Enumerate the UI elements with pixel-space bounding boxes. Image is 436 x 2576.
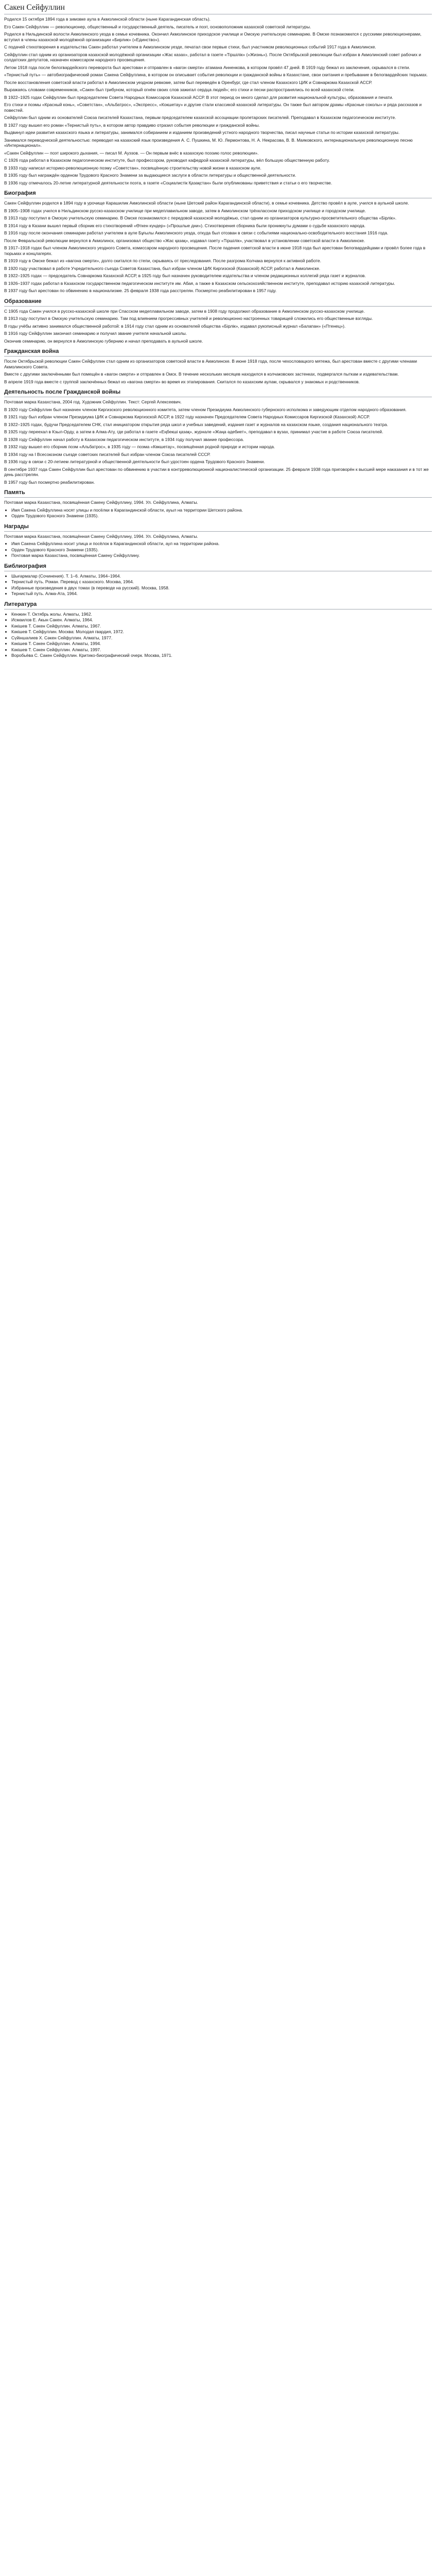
section-heading: Литература xyxy=(4,601,432,609)
section-paragraph: В 1916 году Сейфуллин закончил семинарию и получил звание учителя начальной школы. xyxy=(4,331,187,336)
list-item: • Почтовая марка Казахстана, посвящённая Сакену Сейфуллину. xyxy=(11,553,432,558)
intro-paragraph: С 1926 года работал в Казахском педагогическом институте, был профессором, руководил кафедрой казахской литературы, вёл большую общественную работу. xyxy=(4,158,330,163)
intro-paragraph: После восстановления советской власти работал в Акмолинском уездном ревкоме, затем был переведён в Оренбург, где стал членом Казахского ЦИК и Совнаркома Казахской АССР. xyxy=(4,79,372,85)
intro-paragraph: Родился в Нильдинской волости Акмолинского уезда в семье кочевника. Окончил Акмолинское приходское училище и Омскую учительскую семинарию. В Омске познакомился с русскими революционерами, вступил в члены казахской молодёжной организации «Бирлик» («Единство»). xyxy=(4,31,422,42)
intro-paragraph: В 1922–1925 годах Сейфуллин был председателем Совета Народных Комиссаров Казахской АССР. В этот период он много сделал для развития национальной культуры, образования и печати. xyxy=(4,94,393,100)
section-heading: Награды xyxy=(4,523,432,532)
section-heading: Биография xyxy=(4,190,432,198)
intro-paragraph: Сейфуллин был одним из основателей Союза писателей Казахстана, первым председателем казахской ассоциации пролетарских писателей. Преподавал в Казахском педагогическом институте. xyxy=(4,115,396,120)
list-item: • Кенжин Т. Октябрь жолы. Алматы, 1962. xyxy=(11,612,432,617)
intro-paragraph: «Сакен Сейфуллин — поэт широкого дыхания, — писал М. Ауэзов. — Он первым внёс в казахскую поэзию голос революции». xyxy=(4,150,259,156)
list-item: • Шығармалар (Сочинения). Т. 1–6. Алматы, 1964–1964. xyxy=(11,573,432,579)
article-intro xyxy=(4,16,432,185)
section-list xyxy=(4,573,432,597)
section-paragraph: В 1934 году на I Всесоюзном съезде советских писателей был избран членом Союза писателей СССР. xyxy=(4,451,211,457)
list-item: • Кәкішев Т. Сәкен Сейфуллин. Алматы, 1994. xyxy=(11,641,432,647)
section xyxy=(4,601,432,658)
section-paragraph: После Октябрьской революции Сакен Сейфуллин стал одним из организаторов советской власти в Акмолинске. В июне 1918 года, после чехословацкого мятежа, был арестован вместе с другими членами Акмолинского Совета. xyxy=(4,359,417,369)
section-paragraph: В 1921 году был избран членом Президиума ЦИК и Совнаркома Киргизской АССР, в 1922 году назначен Председателем Совета Народных Комиссаров Киргизской (Казахской) АССР. xyxy=(4,414,370,419)
list-item: • Избранные произведения в двух томах (в переводе на русский). Москва, 1958. xyxy=(11,585,432,591)
intro-paragraph: Его стихи и поэмы «Красный конь», «Советстан», «Альбатрос», «Экспресс», «Кокшетау» и другие стали классикой казахской литературы. Он также был автором драмы «Красные соколы» и ряда рассказов и повестей. xyxy=(4,102,422,113)
section-paragraph: В 1914 году в Казани вышел первый сборник его стихотворений «Өткен күндер» («Прошлые дни»). Стихотворения сборника были проникнуты думами о судьбе казахского народа. xyxy=(4,223,365,228)
list-item: • Тернистый путь. Алма-Ата, 1964. xyxy=(11,591,432,597)
section-heading: Память xyxy=(4,489,432,498)
section xyxy=(4,348,432,384)
section xyxy=(4,190,432,294)
section-paragraph: В апреле 1919 года вместе с группой заключённых бежал из «вагона смерти» во время их этапирования. Скитался по казахским аулам, скрывался у знакомых и родственников. xyxy=(4,379,360,384)
intro-paragraph: В 1936 году отмечалось 20-летие литературной деятельности поэта, в газете «Социалистік Қазақстан» были опубликованы приветствия и статьи о его творчестве. xyxy=(4,180,333,185)
page-title: Сакен Сейфуллин xyxy=(4,3,432,14)
intro-paragraph: Его Сакен Сейфуллин — революционер, общественный и государственный деятель, писатель и поэт, основоположник казахской советской литературы. xyxy=(4,24,311,29)
section-paragraph: В 1922–1925 годах, будучи Председателем СНК, стал инициатором открытия ряда школ и учебных заведений, издания газет и журналов на казахском языке, создания национального театра. xyxy=(4,421,388,427)
section-paragraph: В 1957 году был посмертно реабилитирован. xyxy=(4,479,95,485)
section xyxy=(4,523,432,558)
section-heading: Библиография xyxy=(4,563,432,571)
section-heading: Деятельность после Гражданской войны xyxy=(4,389,432,397)
intro-paragraph: Занимался переводческой деятельностью: переводил на казахский язык произведения А. С. Пушкина, М. Ю. Лермонтова, Н. А. Некрасова, В. В. Маяковского, интернациональную революционную песню «Интернационал». xyxy=(4,137,413,148)
intro-paragraph: С подачей стихотворения в издательства Сакен работал учителем в Акмолинском уезде, печатал свои первые стихи, был участником революционных событий 1917 года в Акмолинске. xyxy=(4,44,376,49)
section-heading: Образование xyxy=(4,298,432,307)
section-paragraph: После Февральской революции вернулся в Акмолинск, организовал общество «Жас қазақ», издавал газету «Тіршілік», участвовал в установлении советской власти в Акмолинске. xyxy=(4,238,365,243)
section xyxy=(4,489,432,519)
section-heading: Гражданская война xyxy=(4,348,432,357)
intro-paragraph: В 1935 году был награждён орденом Трудового Красного Знамени за выдающиеся заслуги в области литературы и общественной деятельности. xyxy=(4,173,297,178)
section-paragraph: Почтовая марка Казахстана, посвящённая Сакену Сейфуллину, 1994. Ул. Сейфуллина, Алматы. xyxy=(4,533,198,539)
section-paragraph: Почтовая марка Казахстана, посвящённая Сакену Сейфуллину, 1994. Ул. Сейфуллина, Алматы. xyxy=(4,500,198,505)
section-paragraph: В годы учёбы активно занимался общественной работой: в 1914 году стал одним из основателей общества «Бірлік», издавал рукописный журнал «Балапан» («Птенец»). xyxy=(4,323,346,329)
section-paragraph: В 1928 году Сейфуллин начал работу в Казахском педагогическом институте, в 1934 году получил звание профессора. xyxy=(4,436,244,442)
section xyxy=(4,563,432,597)
list-item: • Имя Сакена Сейфуллина носят улицы и посёлки в Карагандинской области, ауыл на территории Шетского района. xyxy=(11,507,432,513)
intro-paragraph: В 1927 году вышел его роман «Тернистый путь», в котором автор правдиво отразил события революции и гражданской войны. xyxy=(4,122,260,128)
list-item: • Орден Трудового Красного Знамени (1935). xyxy=(11,513,432,519)
list-item: • Исмаилов Е. Акын Сакен. Алматы, 1964. xyxy=(11,617,432,623)
section-paragraph: В 1919 году в Омске бежал из «вагона смерти», долго скитался по степи, скрываясь от преследования. После разгрома Колчака вернулся к активной работе. xyxy=(4,258,321,263)
section-paragraph: В 1936 году в связи с 20-летием литературной и общественной деятельности был удостоен ордена Трудового Красного Знамени. xyxy=(4,459,265,464)
section-paragraph: В 1916 году после окончания семинарии работал учителем в ауле Бұғылы Акмолинского уезда, откуда был отозван в связи с событиями национально-освободительного восстания 1916 года. xyxy=(4,230,389,235)
section-paragraph: В сентябре 1937 года Сакен Сейфуллин был арестован по обвинению в участии в контрреволюционной националистической организации. 25 февраля 1938 года приговорён к высшей мере наказания и в тот же день расстрелян. xyxy=(4,466,429,477)
list-item: • Воробьёва С. Сакен Сейфуллин. Критико-биографический очерк. Москва, 1971. xyxy=(11,653,432,658)
list-item: • Сүйіншәлиев Х. Сәкен Сейфуллин. Алматы, 1977. xyxy=(11,635,432,641)
section-paragraph: В 1920 году участвовал в работе Учредительного съезда Советов Казахстана, был избран членом ЦИК Киргизской (Казахской) АССР, работал в Акмолинске. xyxy=(4,265,321,271)
section-paragraph: Вместе с другими заключёнными был помещён в «вагон смерти» и отправлен в Омск. В течение нескольких месяцев находился в колчаковских застенках, подвергался пыткам и издевательствам. xyxy=(4,371,399,377)
article-sections xyxy=(4,190,432,658)
section-paragraph: Почтовая марка Казахстана, 2004 год. Художник Сейфуллин. Текст: Сергей Алексеевич. xyxy=(4,399,182,404)
section xyxy=(4,389,432,485)
section-paragraph: В 1937 году был арестован по обвинению в национализме. 25 февраля 1938 года расстрелян. Посмертно реабилитирован в 1957 году. xyxy=(4,288,277,293)
section-paragraph: В 1905–1908 годах учился в Нильдинском русско-казахском училище при медеплавильном заводе, затем в Акмолинском трёхклассном приходском училище и городском училище. xyxy=(4,208,366,213)
intro-paragraph: Выдвинул идеи развития казахского языка и литературы, занимался собиранием и изданием произведений устного народного творчества, писал научные статьи по истории казахской литературы. xyxy=(4,130,400,135)
section-paragraph: В 1920 году Сейфуллин был назначен членом Киргизского революционного комитета, затем членом Президиума Акмолинского губернского исполкома и заведующим отделом народного образования. xyxy=(4,406,407,412)
section-paragraph: В 1913 году поступил в Омскую учительскую семинарию. Там под влиянием прогрессивных учителей и революционно настроенных товарищей сложились его общественные взгляды. xyxy=(4,316,373,321)
section-paragraph: В 1925 году переехал в Кзыл-Орду, а затем в Алма-Ату, где работал в газете «Еңбекші қазақ», журнале «Жаңа әдебиет», преподавал в вузах, принимал участие в работе Союза писателей. xyxy=(4,429,383,434)
intro-paragraph: «Тернистый путь» — автобиографический роман Сакена Сейфуллина, в котором он описывает события революции и гражданской войны в Казахстане, свои скитания и пребывание в белогвардейских тюрьмах. xyxy=(4,72,428,77)
intro-paragraph: Родился 15 октября 1894 года в зимовке аула в Акмолинской области (ныне Карагандинская область). xyxy=(4,16,211,22)
section-list xyxy=(4,612,432,658)
section-paragraph: В 1932 году вышел его сборник поэм «Альбатрос», в 1935 году — поэма «Көкшетау», посвящённая родной природе и истории народа. xyxy=(4,444,275,449)
section-paragraph: Сакен Сейфуллин родился в 1894 году в урочище Карашилик Акмолинской области (ныне Шетский район Карагандинской области), в семье кочевника. Детство провёл в ауле, учился в аульной школе. xyxy=(4,200,409,206)
intro-paragraph: Летом 1918 года после белогвардейского переворота был арестован и отправлен в «вагон смерти» атамана Анненкова, в котором провёл 47 дней. В 1919 году бежал из заключения, скрывался в степи. xyxy=(4,64,410,70)
section-paragraph: В 1913 году поступил в Омскую учительскую семинарию. В Омске познакомился с передовой казахской молодёжью, стал одним из организаторов культурно-просветительного общества «Бірлік». xyxy=(4,215,397,221)
section-list xyxy=(4,541,432,558)
section xyxy=(4,298,432,344)
section-paragraph: В 1922–1925 годах — председатель Совнаркома Казахской АССР, в 1925 году был назначен руководителем издательства и членом редакционных коллегий ряда газет и журналов. xyxy=(4,273,366,278)
article xyxy=(4,0,432,2576)
section-paragraph: С 1905 года Сакен учился в русско-казахской школе при Спасском медеплавильном заводе, затем в 1908 году продолжил образование в Акмолинском русско-казахском училище. xyxy=(4,308,365,314)
section-paragraph: Окончив семинарию, он вернулся в Акмолинскую губернию и начал преподавать в аульной школе. xyxy=(4,338,203,344)
list-item: • Тернистый путь. Роман. Перевод с казахского. Москва, 1964. xyxy=(11,579,432,585)
list-item: • Орден Трудового Красного Знамени (1935). xyxy=(11,547,432,553)
list-item: • Кәкішев Т. Сәкен Сейфуллин. Алматы, 1967. xyxy=(11,623,432,629)
section-list xyxy=(4,507,432,519)
list-item: • Кәкішев Т. Сейфуллин. Москва: Молодая гвардия, 1972. xyxy=(11,629,432,635)
list-item: • Имя Сакена Сейфуллина носит улица и посёлок в Карагандинской области, аул на территории района. xyxy=(11,541,432,547)
intro-paragraph: Сейфуллин стал одним из организаторов казахской молодёжной организации «Жас казах», работал в газете «Тіршілік» («Жизнь»). После Октябрьской революции был избран в Акмолинский совет рабочих и солдатских депутатов, назначен комиссаром народного просвещения. xyxy=(4,52,421,62)
list-item: • Кәкішев Т. Сәкен Сейфуллин. Алматы, 1997. xyxy=(11,647,432,653)
intro-paragraph: Выражаясь словами современников, «Сакен был трибуном, который огнём своих слов зажигал сердца людей»; его стихи и песни распространялись по всей казахской степи. xyxy=(4,87,355,92)
intro-paragraph: В 1933 году написал историко-революционную поэму «Советстан», посвящённую строительству новой жизни в казахском ауле. xyxy=(4,165,261,171)
section-paragraph: В 1926–1937 годах работал в Казахском государственном педагогическом институте им. Абая, а также в Казахском сельскохозяйственном институте, преподавал историю казахской литературы. xyxy=(4,280,395,286)
section-paragraph: В 1917–1918 годах был членом Акмолинского уездного Совета, комиссаром народного просвещения. После падения советской власти в июне 1918 года был арестован белогвардейцами и провёл более года в тюрьмах и концлагерях. xyxy=(4,245,426,256)
